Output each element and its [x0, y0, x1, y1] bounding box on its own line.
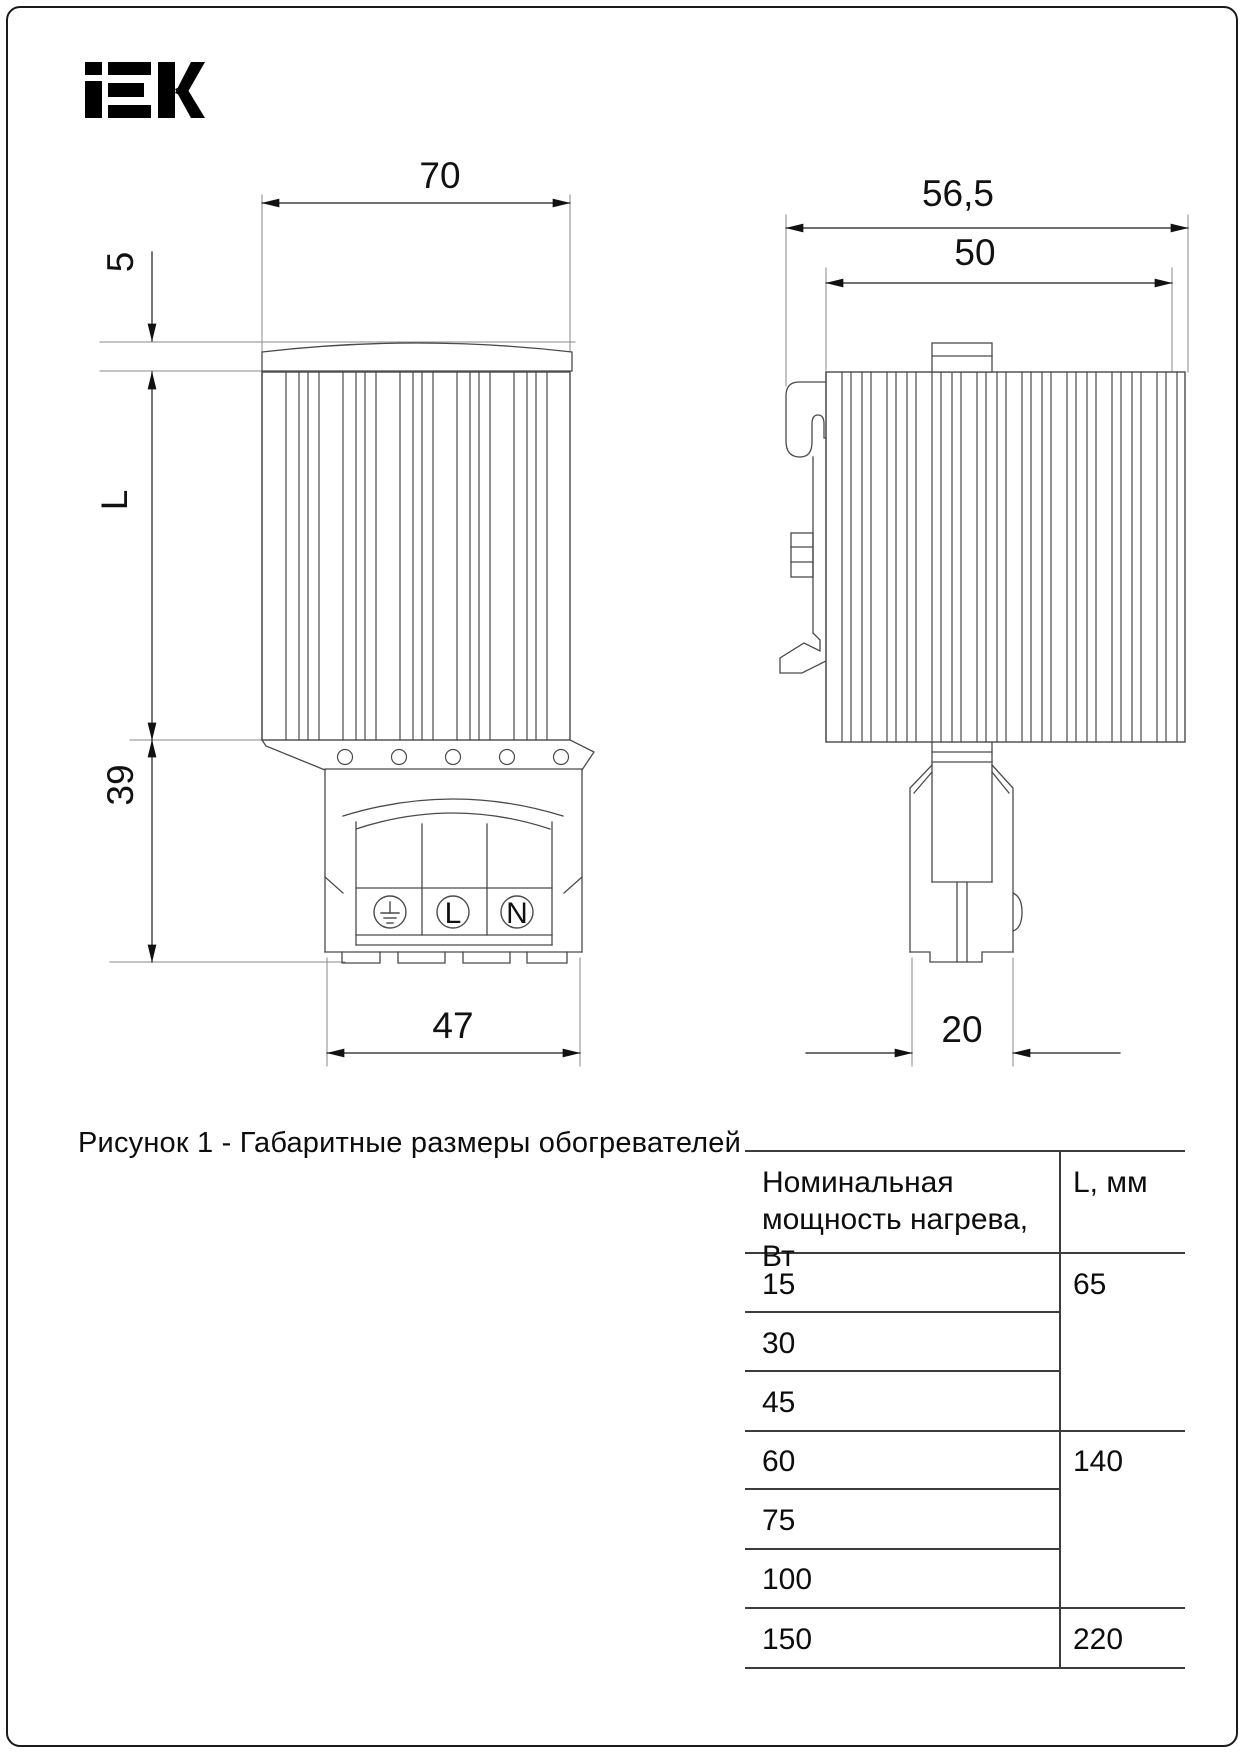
- front-terminal-block: [262, 740, 594, 963]
- dim-39: 39: [100, 764, 141, 806]
- front-view: [94, 155, 594, 1066]
- figure-caption: Рисунок 1 - Габаритные размеры обогревателей: [78, 1127, 742, 1159]
- table-cell-length: 65: [1073, 1268, 1107, 1301]
- terminal-n-label: N: [506, 897, 528, 930]
- side-terminal-block: [910, 742, 1022, 962]
- table-rule: [745, 1370, 1059, 1372]
- table-rule: [745, 1607, 1185, 1609]
- front-fin-body: [262, 372, 570, 740]
- dim-50: 50: [954, 232, 996, 273]
- table-cell-power: 45: [762, 1386, 796, 1419]
- dim-20: 20: [941, 1009, 983, 1050]
- table-rule: [745, 1488, 1059, 1490]
- table-rule: [745, 1548, 1059, 1550]
- din-rail-clip: [780, 382, 826, 673]
- dim-70: 70: [419, 155, 461, 196]
- table-cell-power: 75: [762, 1504, 796, 1537]
- side-top-tab: [932, 343, 992, 372]
- table-cell-power: 15: [762, 1268, 796, 1301]
- table-header-length: L, мм: [1073, 1166, 1148, 1199]
- table-rule: [745, 1311, 1059, 1313]
- table-rule: [745, 1667, 1185, 1669]
- earth-symbol: [381, 902, 399, 923]
- table-cell-power: 30: [762, 1327, 796, 1360]
- table-header-power: Номинальная мощность нагрева, Вт: [762, 1166, 1029, 1273]
- dim-L: L: [94, 489, 135, 511]
- heater-cap: [262, 343, 572, 371]
- table-cell-length: 220: [1073, 1623, 1124, 1656]
- terminal-l-label: L: [444, 897, 462, 930]
- table-cell-power: 100: [762, 1563, 813, 1596]
- dim-5: 5: [100, 251, 141, 273]
- table-cell-power: 150: [762, 1623, 813, 1656]
- side-fin-body: [826, 372, 1185, 742]
- table-cell-power: 60: [762, 1445, 796, 1478]
- table-cell-length: 140: [1073, 1445, 1124, 1478]
- dim-47: 47: [432, 1005, 474, 1046]
- table-rule: [745, 1430, 1185, 1432]
- table-rule: [745, 1150, 1185, 1152]
- table-column-divider: [1059, 1150, 1061, 1669]
- screw-holes: [338, 750, 569, 765]
- dim-56-5: 56,5: [921, 173, 995, 214]
- side-view: [780, 173, 1188, 1066]
